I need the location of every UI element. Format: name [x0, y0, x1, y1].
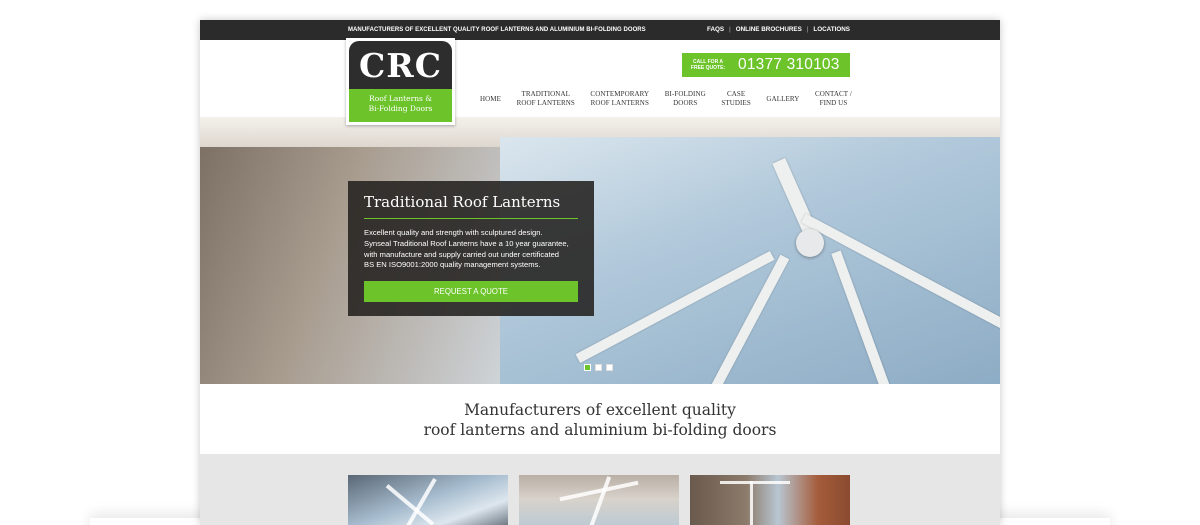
- thumbnail-bi-folding-doors[interactable]: [690, 475, 850, 525]
- nav-item-gallery[interactable]: [766, 95, 799, 104]
- logo-mark-panel: [349, 41, 452, 89]
- top-tagline: MANUFACTURERS OF EXCELLENT QUALITY ROOF LANTERNS AND ALUMINIUM BI-FOLDING DOORS: [348, 27, 646, 33]
- slider-dot-3[interactable]: [606, 364, 613, 371]
- nav-label: HOME: [480, 94, 502, 103]
- thumbnail-traditional-lantern[interactable]: [348, 475, 508, 525]
- hero-description: [364, 228, 578, 271]
- call-label-line1: CALL FOR A: [693, 59, 723, 65]
- nav-label: STUDIES: [721, 99, 751, 107]
- nav-label: GALLERY: [766, 94, 800, 103]
- nav-item-contemporary-roof-lanterns[interactable]: [590, 90, 649, 108]
- logo-mark-text: CRC: [359, 45, 442, 85]
- nav-label: TRADITIONAL: [521, 90, 570, 98]
- logo-subtitle-line1: Roof Lanterns &: [369, 94, 432, 103]
- nav-item-traditional-roof-lanterns[interactable]: [517, 90, 575, 108]
- web-page: [200, 20, 1000, 525]
- slider-dot-2[interactable]: [595, 364, 602, 371]
- request-quote-button[interactable]: REQUEST A QUOTE: [364, 281, 578, 302]
- hero-description-line: with manufacture and supply carried out under certificated: [364, 249, 560, 259]
- top-link-separator: |: [806, 26, 809, 33]
- thumbnail-contemporary-lantern[interactable]: [519, 475, 679, 525]
- thumbnail-frame: [750, 481, 753, 525]
- top-link-separator: |: [729, 26, 731, 33]
- call-label: [684, 59, 732, 71]
- hero-title-rule: [364, 218, 578, 219]
- hero-caption-box: [348, 181, 594, 316]
- logo-subtitle-panel: [349, 89, 452, 122]
- hero-image-hub: [796, 229, 824, 257]
- site-header: [200, 40, 1000, 117]
- nav-label: CONTEMPORARY: [590, 90, 650, 98]
- intro-heading-line2: roof lanterns and aluminium bi-folding doors: [423, 421, 777, 439]
- slider-dot-1[interactable]: [584, 364, 591, 371]
- nav-item-home[interactable]: [480, 95, 501, 104]
- top-bar: [200, 20, 1000, 40]
- nav-label: CONTACT /: [814, 90, 852, 98]
- hero-description-line: Synseal Traditional Roof Lanterns have a 10 year guarantee,: [364, 238, 569, 248]
- nav-item-bi-folding-doors[interactable]: [665, 90, 706, 108]
- top-link-locations[interactable]: LOCATIONS: [813, 26, 850, 33]
- slider-pagination: [584, 364, 613, 371]
- top-link-online-brochures[interactable]: ONLINE BROCHURES: [735, 26, 802, 33]
- thumbnail-frame: [587, 476, 611, 525]
- hero-description-line: Excellent quality and strength with sculptured design.: [364, 228, 543, 237]
- logo-subtitle-line2: Bi-Folding Doors: [368, 104, 433, 113]
- nav-item-contact-find-us[interactable]: [815, 90, 852, 108]
- top-links: [707, 26, 850, 33]
- hero-description-line: BS EN ISO9001:2000 quality management systems.: [364, 260, 541, 270]
- hero-slider: [200, 117, 1000, 384]
- intro-heading-line1: Manufacturers of excellent quality: [464, 401, 736, 419]
- phone-number[interactable]: 01377 310103: [738, 56, 840, 73]
- call-for-quote-box[interactable]: [682, 53, 850, 77]
- product-thumbnails: [200, 454, 1000, 525]
- crc-logo[interactable]: [346, 38, 455, 125]
- thumbnail-frame: [720, 481, 790, 484]
- nav-label: DOORS: [673, 99, 698, 107]
- hero-title: Traditional Roof Lanterns: [364, 193, 561, 211]
- intro-section: [200, 384, 1000, 454]
- nav-label: ROOF LANTERNS: [516, 99, 575, 107]
- nav-label: BI-FOLDING: [664, 90, 706, 98]
- nav-label: ROOF LANTERNS: [590, 99, 649, 107]
- nav-item-case-studies[interactable]: [721, 90, 750, 108]
- call-label-line2: FREE QUOTE:: [690, 65, 726, 71]
- top-link-faqs[interactable]: FAQS: [706, 26, 725, 33]
- nav-label: CASE: [726, 90, 746, 98]
- main-nav: [480, 88, 852, 110]
- nav-label: FIND US: [819, 99, 848, 107]
